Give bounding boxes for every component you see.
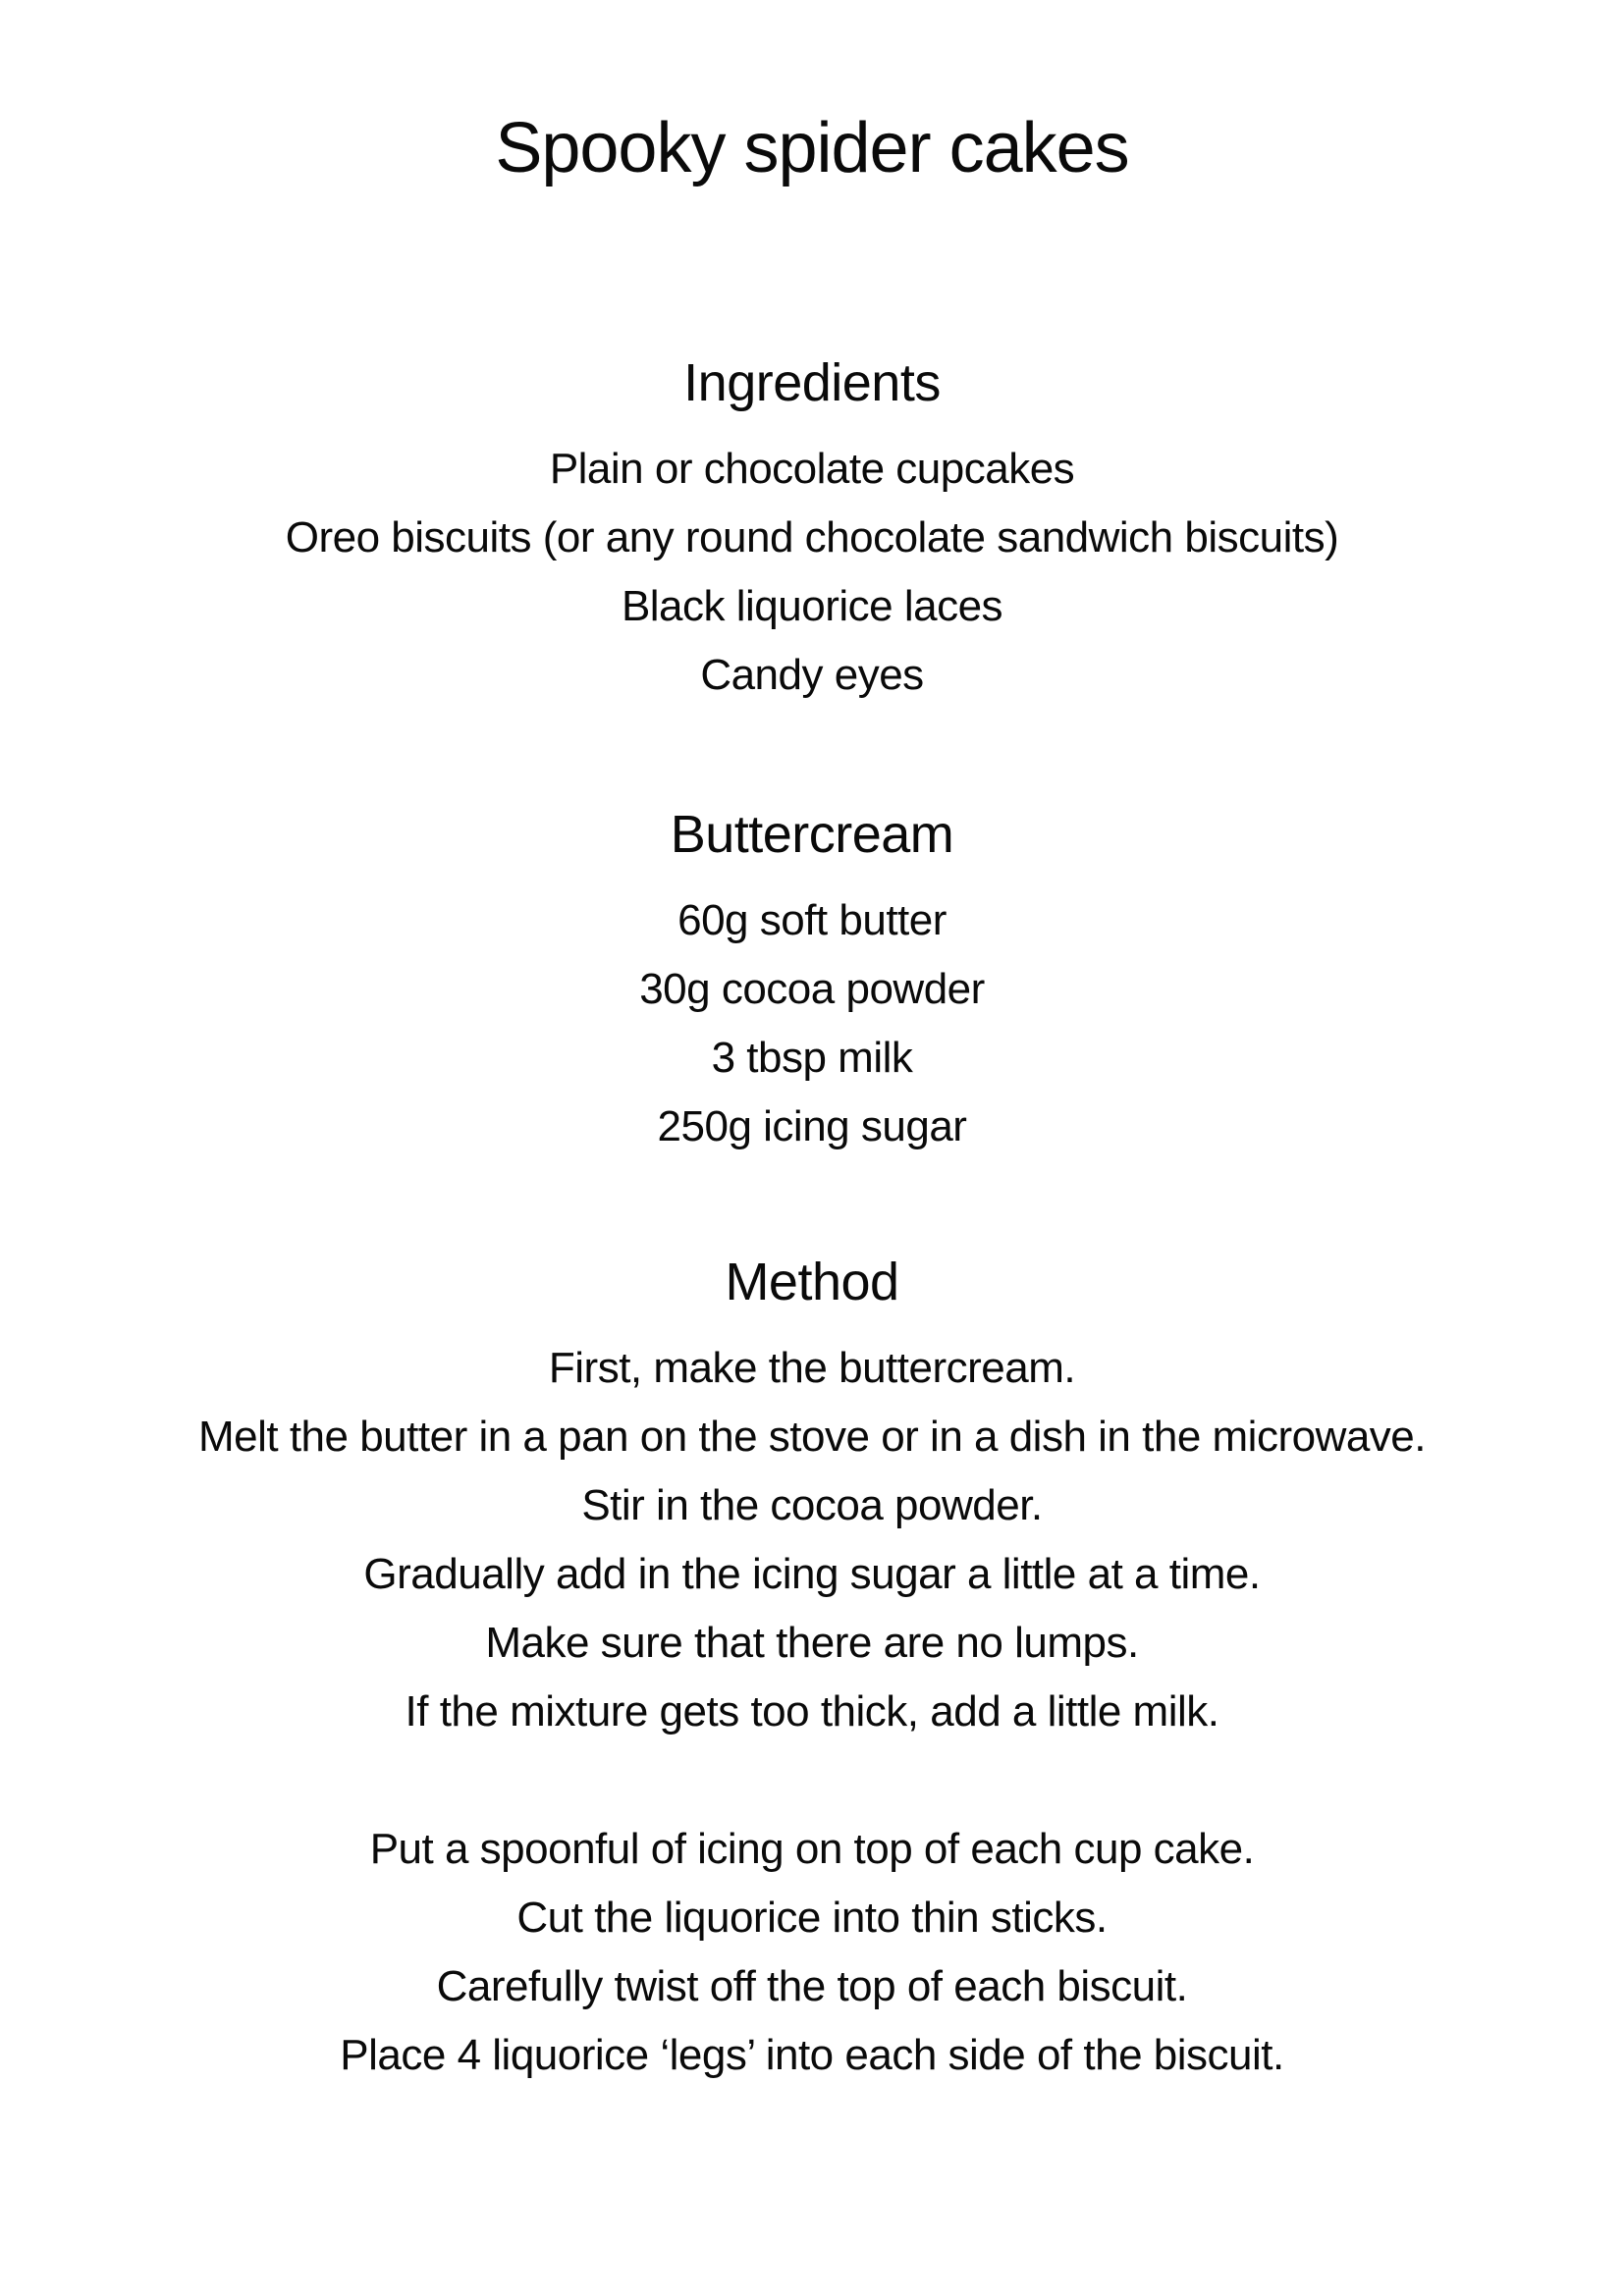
buttercream-line: 3 tbsp milk	[711, 1034, 913, 1083]
buttercream-line: 30g cocoa powder	[639, 965, 985, 1014]
method-step: Melt the butter in a pan on the stove or in a dish in the microwave.	[197, 1413, 1427, 1462]
section-method-continued	[135, 1815, 1489, 2090]
method-step: Gradually add in the icing sugar a little at a time.	[363, 1550, 1261, 1599]
method-step: Carefully twist off the top of each biscuit.	[436, 1962, 1188, 2011]
method-heading: Method	[725, 1253, 899, 1312]
section-method	[135, 1252, 1489, 1746]
ingredient-line: Plain or chocolate cupcakes	[549, 445, 1075, 494]
method-step: If the mixture gets too thick, add a little milk.	[405, 1687, 1219, 1736]
ingredient-line: Candy eyes	[700, 651, 924, 700]
method-step: Put a spoonful of icing on top of each cup cake.	[369, 1825, 1255, 1874]
method-step: Stir in the cocoa powder.	[581, 1481, 1043, 1530]
page-title: Spooky spider cakes	[495, 109, 1129, 187]
method-step: Make sure that there are no lumps.	[485, 1619, 1139, 1668]
section-ingredients	[135, 352, 1489, 710]
ingredients-heading: Ingredients	[683, 353, 941, 413]
method-step: Cut the liquorice into thin sticks.	[516, 1894, 1108, 1943]
buttercream-line: 250g icing sugar	[657, 1102, 967, 1151]
method-step: Place 4 liquorice ‘legs’ into each side of the biscuit.	[340, 2031, 1284, 2080]
section-buttercream	[135, 804, 1489, 1161]
ingredient-line: Black liquorice laces	[621, 582, 1003, 631]
ingredient-line: Oreo biscuits (or any round chocolate sandwich biscuits)	[285, 513, 1339, 562]
buttercream-heading: Buttercream	[670, 805, 954, 865]
buttercream-line: 60g soft butter	[677, 896, 947, 945]
method-step: First, make the buttercream.	[548, 1344, 1076, 1393]
